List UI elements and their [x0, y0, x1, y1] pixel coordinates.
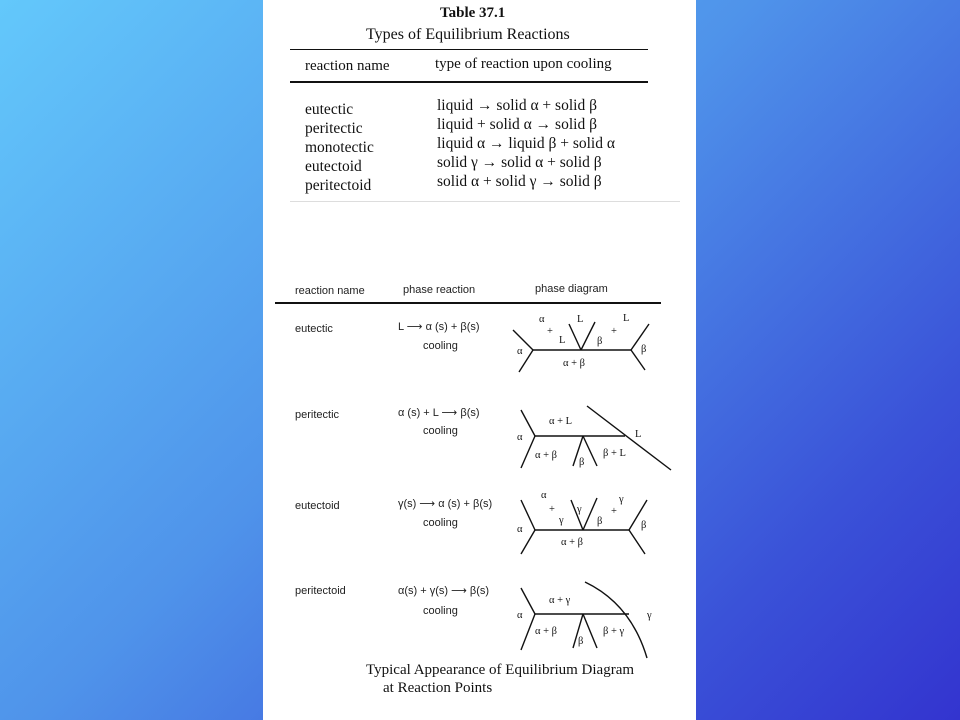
phase-line — [585, 582, 647, 658]
figure-row-note: cooling — [423, 517, 458, 529]
table-header-name: reaction name — [305, 58, 390, 74]
figure-header-rule — [275, 302, 661, 304]
diagram-label: α + γ — [549, 595, 571, 606]
diagram-label: α — [539, 314, 545, 325]
diagram-label: α + β — [561, 537, 584, 548]
diagram-label: α + β — [535, 626, 558, 637]
eutectic-phase-diagram — [511, 308, 671, 380]
eutectoid-phase-diagram — [511, 486, 671, 560]
diagram-label: β — [641, 520, 647, 531]
diagram-label: γ — [647, 610, 652, 621]
diagram-label: β + γ — [603, 626, 625, 637]
diagram-label: L — [559, 335, 566, 346]
table-row-reaction: solid α + solid γ → solid β — [437, 173, 602, 190]
table-subtitle: Types of Equilibrium Reactions — [366, 26, 570, 43]
diagram-label: + — [611, 326, 617, 337]
diagram-label: α + β — [563, 358, 586, 369]
diagram-label: α — [517, 524, 523, 535]
table-row-name: monotectic — [305, 139, 374, 156]
peritectoid-phase-diagram — [511, 578, 681, 660]
figure-row-reaction: L ⟶ α (s) + β(s) — [398, 321, 480, 333]
figure-row-name: peritectoid — [295, 585, 346, 597]
figure-header-reaction: phase reaction — [403, 284, 476, 296]
diagram-label: γ — [619, 494, 624, 505]
figure-row-reaction: α(s) + γ(s) ⟶ β(s) — [398, 585, 490, 597]
phase-line — [583, 436, 597, 466]
phase-line — [521, 588, 535, 614]
phase-line — [521, 436, 535, 468]
diagram-label: + — [549, 504, 555, 515]
table-top-rule — [290, 49, 648, 50]
figure-header-name: reaction name — [295, 285, 365, 297]
figure-row-reaction: γ(s) ⟶ α (s) + β(s) — [398, 498, 493, 510]
table-row-reaction: solid γ → solid α + solid β — [437, 154, 602, 171]
diagram-label: β — [597, 516, 603, 527]
diagram-label: β — [597, 336, 603, 347]
phase-line — [521, 530, 535, 554]
figure-row-name: eutectic — [295, 323, 333, 335]
peritectic-phase-diagram — [511, 400, 681, 475]
figure-row-name: peritectic — [295, 409, 340, 421]
table-row-name: eutectic — [305, 101, 354, 118]
document-page — [263, 0, 696, 720]
phase-line — [569, 324, 581, 350]
diagram-label: α — [517, 432, 523, 443]
diagram-label: β — [578, 636, 584, 647]
phase-line — [629, 530, 645, 554]
table-header-rule — [290, 81, 648, 83]
diagram-label: α + β — [535, 450, 558, 461]
phase-line — [521, 500, 535, 530]
table-header-type: type of reaction upon cooling — [435, 56, 612, 72]
figure-row-note: cooling — [423, 605, 458, 617]
table-row-name: eutectoid — [305, 158, 362, 175]
figure-row-reaction: α (s) + L ⟶ β(s) — [398, 407, 480, 419]
phase-line — [521, 410, 535, 436]
table-row-name: peritectoid — [305, 177, 372, 194]
table-row-name: peritectic — [305, 120, 363, 137]
diagram-label: γ — [559, 515, 564, 526]
phase-line — [583, 498, 597, 530]
diagram-label: + — [611, 506, 617, 517]
figure-header-diagram: phase diagram — [535, 283, 608, 295]
table-title: Table 37.1 — [440, 5, 506, 21]
diagram-label: L — [623, 313, 630, 324]
diagram-label: β — [641, 344, 647, 355]
figure-row-note: cooling — [423, 425, 458, 437]
diagram-label: α + L — [549, 416, 573, 427]
table-row-reaction: liquid + solid α → solid β — [437, 116, 597, 133]
table-row-reaction: liquid → solid α + solid β — [437, 97, 597, 114]
diagram-label: L — [577, 314, 584, 325]
table-bottom-rule — [290, 201, 680, 202]
phase-line — [581, 322, 595, 350]
diagram-label: L — [635, 429, 642, 440]
figure-caption-line1: Typical Appearance of Equilibrium Diagram — [366, 662, 635, 678]
figure-row-name: eutectoid — [295, 500, 340, 512]
phase-line — [521, 614, 535, 650]
diagram-label: β + L — [603, 448, 626, 459]
phase-line — [513, 330, 533, 350]
diagram-label: α — [541, 490, 547, 501]
diagram-label: γ — [577, 504, 582, 515]
figure-caption-line2: at Reaction Points — [383, 680, 493, 696]
phase-line — [583, 614, 597, 648]
figure-row-note: cooling — [423, 340, 458, 352]
phase-line — [587, 406, 671, 470]
diagram-label: β — [579, 457, 585, 468]
diagram-label: α — [517, 610, 523, 621]
table-row-reaction: liquid α → liquid β + solid α — [437, 135, 615, 152]
diagram-label: + — [547, 326, 553, 337]
diagram-label: α — [517, 346, 523, 357]
